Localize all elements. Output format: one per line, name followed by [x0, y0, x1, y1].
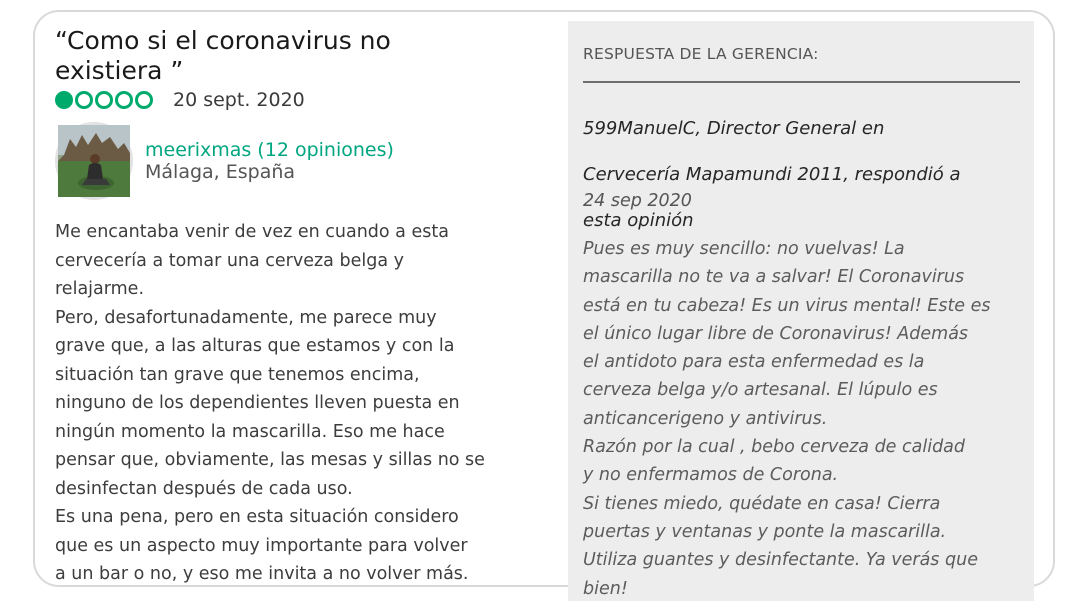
text-line: anticancerigeno y antivirus.: [583, 408, 828, 429]
text-line: que es un aspecto muy importante para volver: [55, 535, 468, 556]
review-section: [55, 26, 533, 589]
rating-bubble-icon: [75, 91, 93, 109]
text-line: el antidoto para esta enfermedad es la: [583, 352, 925, 373]
reviewer-profile: [55, 122, 533, 200]
text-line: a un bar o no, y eso me invita a no volver más.: [55, 564, 469, 584]
reviewer-username-link[interactable]: meerixmas (12 opiniones): [145, 139, 394, 161]
text-line: cervecería a tomar una cerveza belga y: [55, 250, 404, 271]
rating-row: [55, 88, 533, 112]
rating-bubble-icon: [115, 91, 133, 109]
avatar-photo-icon: [58, 125, 130, 197]
text-line: Pero, desafortunadamente, me parece muy: [55, 307, 437, 328]
text-line: puertas y ventanas y ponte la mascarilla.: [583, 521, 947, 542]
text-line: y no enfermamos de Corona.: [583, 465, 839, 486]
text-line: pensar que, obviamente, las mesas y sillas no se: [55, 450, 485, 470]
text-line: Pues es muy sencillo: no vuelvas! La: [583, 239, 905, 259]
review-text: [55, 218, 533, 589]
text-line: situación tan grave que tenemos encima,: [55, 364, 420, 385]
text-line: bien!: [583, 578, 628, 599]
text-line: esta opinión: [583, 210, 694, 231]
text-line: cerveza belga y/o artesanal. El lúpulo es: [583, 380, 938, 401]
text-line: Razón por la cual , bebo cerveza de calidad: [583, 437, 966, 458]
text-line: el único lugar libre de Coronavirus! Además: [583, 323, 969, 344]
text-line: ningún momento la mascarilla. Eso me hace: [55, 421, 445, 442]
rating-bubble-icon: [55, 91, 73, 109]
text-line: está en tu cabeza! Es un virus mental! Este es: [583, 295, 991, 316]
reviewer-info: [145, 139, 394, 183]
review-title-line1: “Como si el coronavirus no: [55, 26, 391, 55]
review-title-line2: existiera ”: [55, 56, 184, 85]
avatar[interactable]: [55, 122, 133, 200]
response-header: RESPUESTA DE LA GERENCIA:: [583, 45, 819, 63]
text-line: Utiliza guantes y desinfectante. Ya verás que: [583, 550, 978, 571]
text-line: 599ManuelC, Director General en: [583, 118, 885, 139]
response-text: [583, 235, 1023, 603]
rating-bubble-icon: [95, 91, 113, 109]
review-title[interactable]: [55, 26, 533, 86]
text-line: mascarilla no te va a salvar! El Coronavirus: [583, 267, 965, 288]
management-response: [568, 21, 1034, 601]
text-line: relajarme.: [55, 279, 145, 299]
bubble-rating: [55, 91, 153, 109]
text-line: Si tienes miedo, quédate en casa! Cierra: [583, 493, 941, 514]
review-date: 20 sept. 2020: [173, 89, 305, 111]
text-line: Es una pena, pero en esta situación considero: [55, 507, 459, 527]
text-line: ninguno de los dependientes lleven puesta en: [55, 393, 460, 413]
response-divider: [583, 81, 1020, 83]
text-line: Cervecería Mapamundi 2011, respondió a: [583, 164, 961, 185]
text-line: Me encantaba venir de vez en cuando a esta: [55, 222, 449, 242]
reviewer-location: Málaga, España: [145, 161, 296, 183]
text-line: desinfectan después de cada uso.: [55, 478, 353, 499]
rating-bubble-icon: [135, 91, 153, 109]
response-date: 24 sep 2020: [583, 191, 692, 211]
text-line: grave que, a las alturas que estamos y con la: [55, 336, 455, 356]
review-card: [33, 10, 1055, 599]
response-author: [583, 97, 1023, 253]
